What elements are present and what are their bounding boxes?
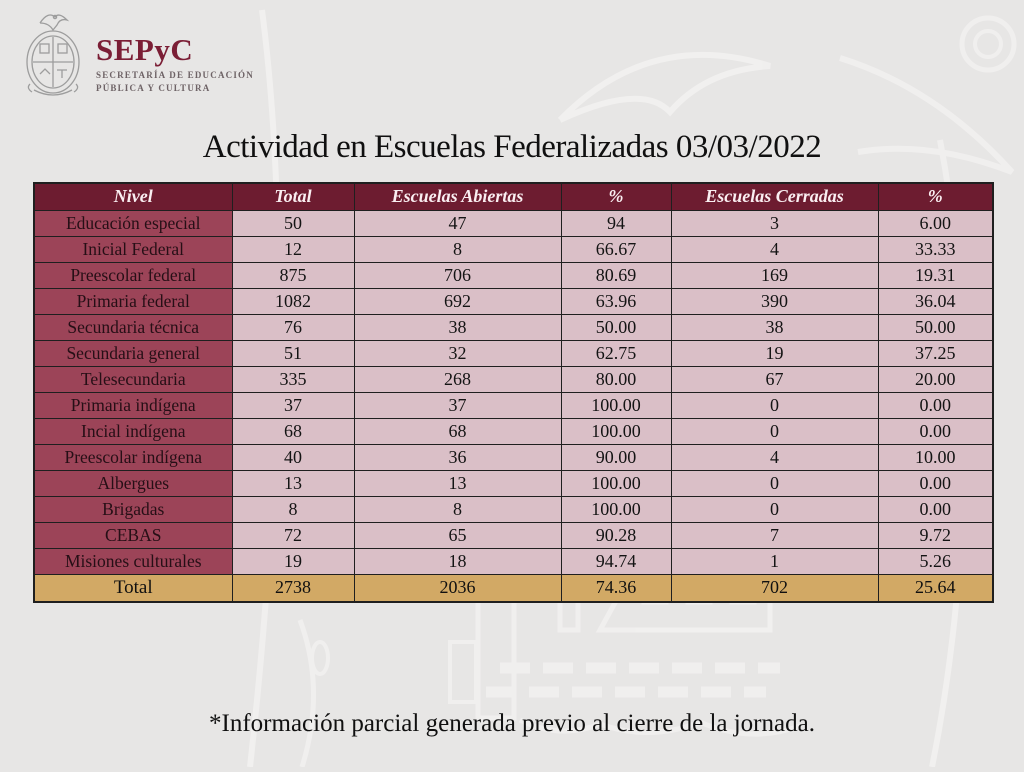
- table-row: [34, 262, 993, 288]
- table-row: [34, 288, 993, 314]
- cell-value: 72: [232, 522, 354, 548]
- row-label: Secundaria general: [34, 340, 232, 366]
- cell-value: 19.31: [878, 262, 993, 288]
- cell-value: 9.72: [878, 522, 993, 548]
- cell-value: 10.00: [878, 444, 993, 470]
- total-value: 2738: [232, 574, 354, 602]
- cell-value: 335: [232, 366, 354, 392]
- cell-value: 706: [354, 262, 561, 288]
- cell-value: 875: [232, 262, 354, 288]
- cell-value: 3: [671, 210, 878, 236]
- col-header-total: Total: [232, 183, 354, 210]
- cell-value: 40: [232, 444, 354, 470]
- cell-value: 8: [232, 496, 354, 522]
- row-label: Inicial Federal: [34, 236, 232, 262]
- cell-value: 68: [354, 418, 561, 444]
- cell-value: 94: [561, 210, 671, 236]
- cell-value: 51: [232, 340, 354, 366]
- row-label: Secundaria técnica: [34, 314, 232, 340]
- total-row: [34, 574, 993, 602]
- cell-value: 268: [354, 366, 561, 392]
- logo-block: [22, 6, 254, 100]
- cell-value: 80.00: [561, 366, 671, 392]
- table-row: [34, 548, 993, 574]
- cell-value: 100.00: [561, 418, 671, 444]
- cell-value: 47: [354, 210, 561, 236]
- table-row: [34, 314, 993, 340]
- cell-value: 4: [671, 444, 878, 470]
- col-header-pct-abiertas: %: [561, 183, 671, 210]
- cell-value: 90.28: [561, 522, 671, 548]
- org-line2: PÚBLICA Y CULTURA: [96, 83, 211, 94]
- table-row: [34, 236, 993, 262]
- cell-value: 65: [354, 522, 561, 548]
- cell-value: 19: [232, 548, 354, 574]
- cell-value: 19: [671, 340, 878, 366]
- row-label: Educación especial: [34, 210, 232, 236]
- cell-value: 0: [671, 392, 878, 418]
- cell-value: 0.00: [878, 470, 993, 496]
- cell-value: 80.69: [561, 262, 671, 288]
- row-label: Preescolar indígena: [34, 444, 232, 470]
- org-line1: SECRETARÍA DE EDUCACIÓN: [96, 70, 254, 80]
- table-row: [34, 392, 993, 418]
- cell-value: 50: [232, 210, 354, 236]
- table-row: [34, 366, 993, 392]
- table-body: [34, 210, 993, 602]
- cell-value: 8: [354, 496, 561, 522]
- cell-value: 390: [671, 288, 878, 314]
- sepyc-acronym: SEPyC: [96, 32, 194, 67]
- cell-value: 38: [671, 314, 878, 340]
- cell-value: 50.00: [878, 314, 993, 340]
- sepyc-crest-icon: [22, 8, 84, 100]
- col-header-escuelas-cerradas: Escuelas Cerradas: [671, 183, 878, 210]
- cell-value: 0.00: [878, 392, 993, 418]
- cell-value: 67: [671, 366, 878, 392]
- cell-value: 50.00: [561, 314, 671, 340]
- cell-value: 1: [671, 548, 878, 574]
- row-label: Primaria indígena: [34, 392, 232, 418]
- row-label: Albergues: [34, 470, 232, 496]
- total-value: 74.36: [561, 574, 671, 602]
- cell-value: 32: [354, 340, 561, 366]
- cell-value: 692: [354, 288, 561, 314]
- col-header-escuelas-abiertas: Escuelas Abiertas: [354, 183, 561, 210]
- footnote: *Información parcial generada previo al cierre de la jornada.: [209, 710, 815, 737]
- cell-value: 12: [232, 236, 354, 262]
- cell-value: 13: [232, 470, 354, 496]
- cell-value: 37: [354, 392, 561, 418]
- row-label: Telesecundaria: [34, 366, 232, 392]
- cell-value: 68: [232, 418, 354, 444]
- table-row: [34, 340, 993, 366]
- cell-value: 37: [232, 392, 354, 418]
- cell-value: 100.00: [561, 496, 671, 522]
- cell-value: 0.00: [878, 496, 993, 522]
- cell-value: 100.00: [561, 470, 671, 496]
- row-label: Primaria federal: [34, 288, 232, 314]
- cell-value: 100.00: [561, 392, 671, 418]
- row-label: Incial indígena: [34, 418, 232, 444]
- logo-text: [96, 34, 254, 95]
- table-header-row: [34, 183, 993, 210]
- sepyc-org-name: [96, 69, 254, 95]
- cell-value: 36: [354, 444, 561, 470]
- cell-value: 0: [671, 470, 878, 496]
- row-label: Misiones culturales: [34, 548, 232, 574]
- cell-value: 20.00: [878, 366, 993, 392]
- cell-value: 8: [354, 236, 561, 262]
- cell-value: 6.00: [878, 210, 993, 236]
- col-header-nivel: Nivel: [34, 183, 232, 210]
- cell-value: 37.25: [878, 340, 993, 366]
- table-row: [34, 210, 993, 236]
- total-value: 2036: [354, 574, 561, 602]
- cell-value: 62.75: [561, 340, 671, 366]
- table-row: [34, 470, 993, 496]
- cell-value: 63.96: [561, 288, 671, 314]
- cell-value: 169: [671, 262, 878, 288]
- row-label: CEBAS: [34, 522, 232, 548]
- table-row: [34, 496, 993, 522]
- table-row: [34, 418, 993, 444]
- cell-value: 0.00: [878, 418, 993, 444]
- slide-title: Actividad en Escuelas Federalizadas 03/03/2022: [202, 129, 822, 165]
- total-value: 702: [671, 574, 878, 602]
- cell-value: 4: [671, 236, 878, 262]
- cell-value: 38: [354, 314, 561, 340]
- cell-value: 33.33: [878, 236, 993, 262]
- total-label: Total: [34, 574, 232, 602]
- table-row: [34, 444, 993, 470]
- cell-value: 0: [671, 418, 878, 444]
- schools-activity-table: [33, 182, 994, 603]
- col-header-pct-cerradas: %: [878, 183, 993, 210]
- cell-value: 90.00: [561, 444, 671, 470]
- cell-value: 76: [232, 314, 354, 340]
- table-row: [34, 522, 993, 548]
- total-value: 25.64: [878, 574, 993, 602]
- cell-value: 66.67: [561, 236, 671, 262]
- cell-value: 5.26: [878, 548, 993, 574]
- row-label: Preescolar federal: [34, 262, 232, 288]
- cell-value: 7: [671, 522, 878, 548]
- cell-value: 94.74: [561, 548, 671, 574]
- row-label: Brigadas: [34, 496, 232, 522]
- cell-value: 18: [354, 548, 561, 574]
- cell-value: 1082: [232, 288, 354, 314]
- cell-value: 13: [354, 470, 561, 496]
- cell-value: 36.04: [878, 288, 993, 314]
- cell-value: 0: [671, 496, 878, 522]
